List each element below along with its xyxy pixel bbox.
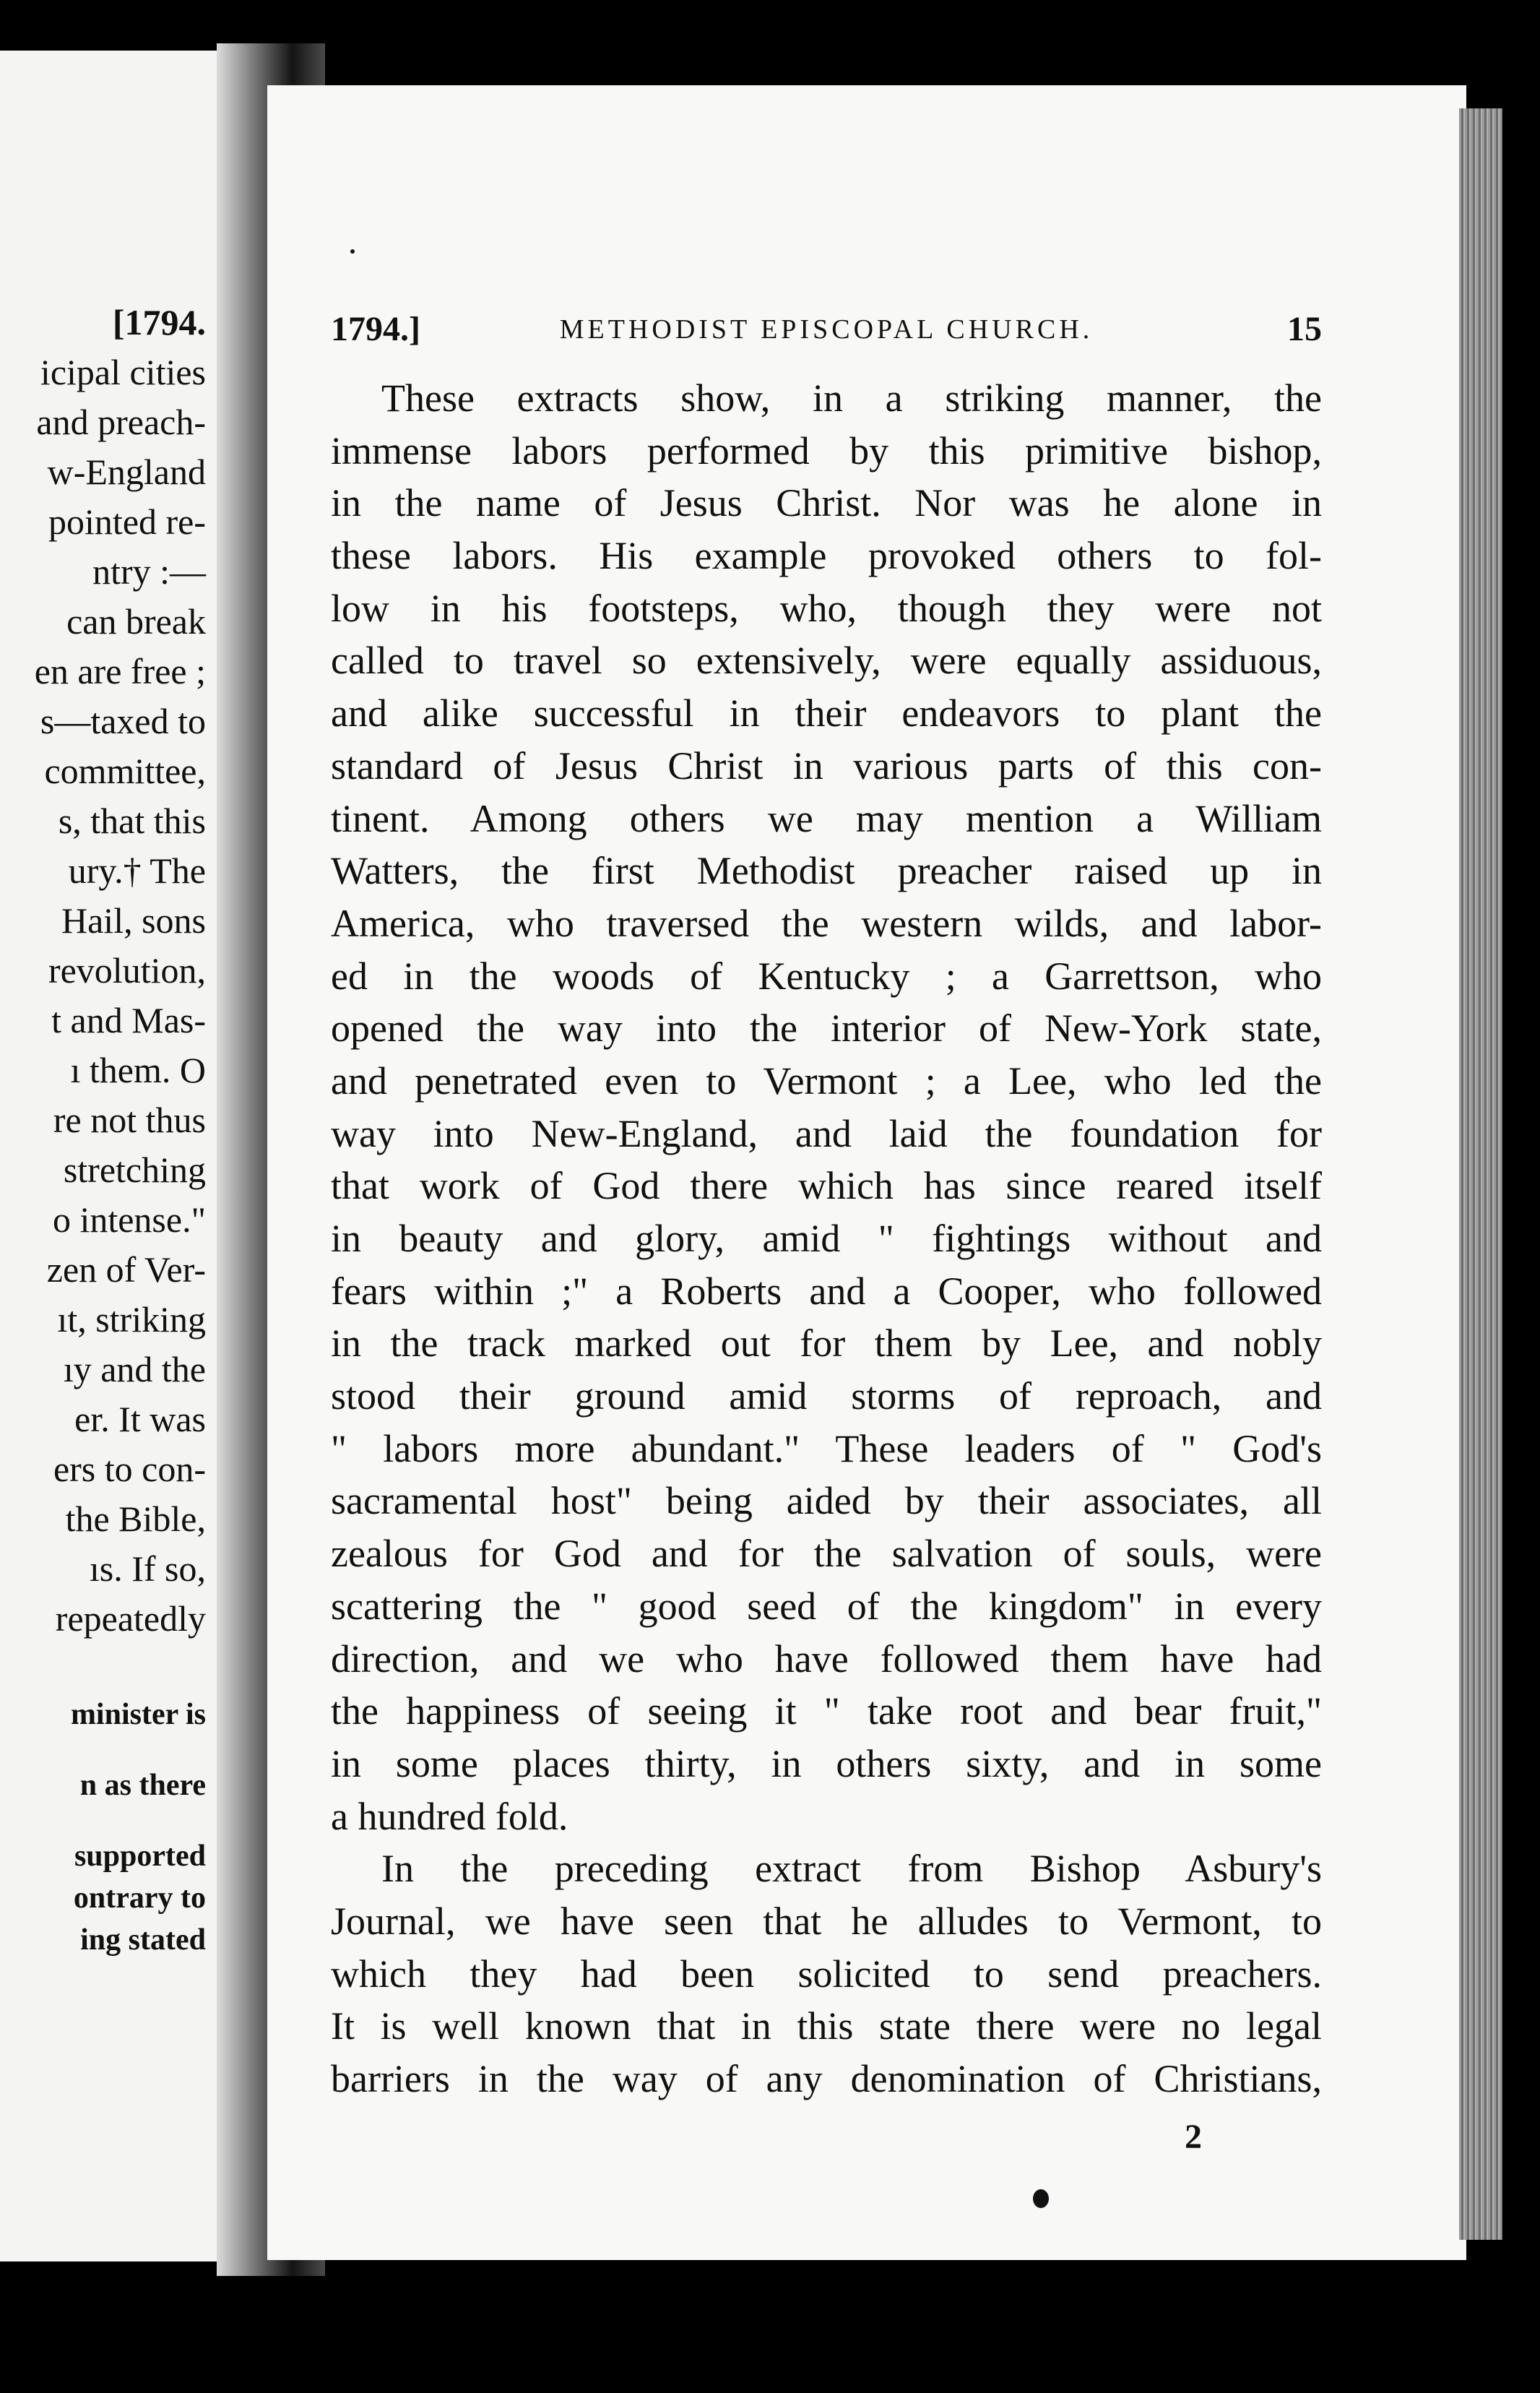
text-line: and alike successful in their endeavors to plant the: [331, 691, 1322, 736]
text-line: in some places thirty, in others sixty, and in some: [331, 1741, 1322, 1785]
text-line: called to travel so extensively, were equally assiduous,: [331, 639, 1322, 683]
left-line: repeatedly: [55, 1598, 206, 1639]
left-line: Hail, sons: [61, 900, 206, 941]
text-line: opened the way into the interior of New-York state,: [331, 1006, 1322, 1051]
left-line: the Bible,: [65, 1499, 206, 1539]
text-line: In the preceding extract from Bishop Asbury's: [381, 1847, 1322, 1891]
left-line: ı them. O: [70, 1050, 206, 1090]
left-line: s, that this: [58, 801, 206, 841]
text-line: in beauty and glory, amid " fightings without and: [331, 1217, 1322, 1260]
text-line: fears within ;" a Roberts and a Cooper, who followed: [331, 1269, 1322, 1313]
page-number: 15: [1287, 310, 1322, 348]
left-line: revolution,: [48, 950, 206, 991]
text-line: Journal, we have seen that he alludes to Vermont, to: [331, 1899, 1322, 1943]
text-line: standard of Jesus Christ in various parts of this con-: [331, 743, 1322, 788]
text-line: way into New-England, and laid the foundation for: [331, 1111, 1322, 1155]
left-line: t and Mas-: [51, 1000, 206, 1040]
left-line: w-England: [47, 452, 206, 492]
text-line: barriers in the way of any denomination of Christians,: [331, 2057, 1322, 2100]
text-line: sacramental host" being aided by their associates, all: [331, 1479, 1322, 1523]
text-line: tinent. Among others we may mention a William: [331, 796, 1322, 840]
left-footnote-line: supported: [74, 1840, 206, 1873]
text-line: in the name of Jesus Christ. Nor was he alone in: [331, 481, 1322, 525]
text-line: scattering the " good seed of the kingdom" in every: [331, 1584, 1322, 1628]
left-line: pointed re-: [48, 501, 206, 542]
left-line: ury.† The: [68, 850, 206, 891]
left-line: ıt, striking: [57, 1299, 206, 1340]
text-line: These extracts show, in a striking manner, the: [381, 376, 1322, 420]
signature-mark: 2: [1185, 2118, 1202, 2156]
text-line: and penetrated even to Vermont ; a Lee, who led the: [331, 1058, 1322, 1103]
left-line: ıs. If so,: [89, 1548, 206, 1589]
text-line: Watters, the first Methodist preacher raised up in: [331, 849, 1322, 893]
page-edge: [1459, 108, 1502, 2240]
text-line: that work of God there which has since reared itself: [331, 1164, 1322, 1208]
left-page-text: [0, 298, 206, 1961]
left-running-head: [1794.: [112, 302, 206, 342]
ink-speck: [1033, 2189, 1049, 2208]
left-footnote-line: ontrary to: [73, 1881, 206, 1915]
page-title: METHODIST EPISCOPAL CHURCH.: [559, 314, 1094, 345]
text-line: zealous for God and for the salvation of souls, were: [331, 1532, 1322, 1576]
text-line: stood their ground amid storms of reproach, and: [331, 1374, 1322, 1418]
left-line: ıy and the: [63, 1349, 206, 1389]
text-line: direction, and we who have followed them have had: [331, 1637, 1322, 1681]
left-footnote-line: n as there: [79, 1769, 206, 1802]
year-header: 1794.]: [331, 310, 420, 348]
left-line: o intense.": [52, 1199, 206, 1240]
ink-speck: [350, 249, 355, 254]
left-line: en are free ;: [34, 651, 206, 691]
left-line: ntry :—: [92, 551, 206, 592]
left-line: re not thus: [53, 1100, 206, 1140]
left-footnote-line: ing stated: [80, 1923, 206, 1957]
left-footnote-line: minister is: [70, 1698, 206, 1731]
left-line: icipal cities: [40, 352, 206, 392]
text-line: the happiness of seeing it " take root and bear fruit,": [331, 1689, 1322, 1733]
text-line: low in his footsteps, who, though they were not: [331, 586, 1322, 630]
left-line: zen of Ver-: [46, 1249, 206, 1290]
text-line: " labors more abundant." These leaders of " God's: [331, 1426, 1322, 1470]
left-line: committee,: [44, 751, 206, 791]
left-line: can break: [66, 601, 206, 642]
left-line: s—taxed to: [40, 701, 206, 741]
left-line: ers to con-: [53, 1449, 206, 1489]
text-line: immense labors performed by this primitive bishop,: [331, 428, 1322, 473]
running-head: [331, 309, 1322, 353]
left-line: er. It was: [74, 1399, 206, 1439]
text-line: these labors. His example provoked others to fol-: [331, 534, 1322, 578]
text-line: ed in the woods of Kentucky ; a Garrettson, who: [331, 954, 1322, 998]
text-line: America, who traversed the western wilds, and labor-: [331, 901, 1322, 945]
left-line: stretching: [63, 1150, 206, 1190]
left-line: and preach-: [36, 402, 206, 442]
text-line: It is well known that in this state there were no legal: [331, 2004, 1322, 2048]
text-line: a hundred fold.: [331, 1794, 568, 1838]
body-text: [331, 372, 1322, 2105]
text-line: which they had been solicited to send preachers.: [331, 1952, 1322, 1996]
text-line: in the track marked out for them by Lee, and nobly: [331, 1321, 1322, 1366]
